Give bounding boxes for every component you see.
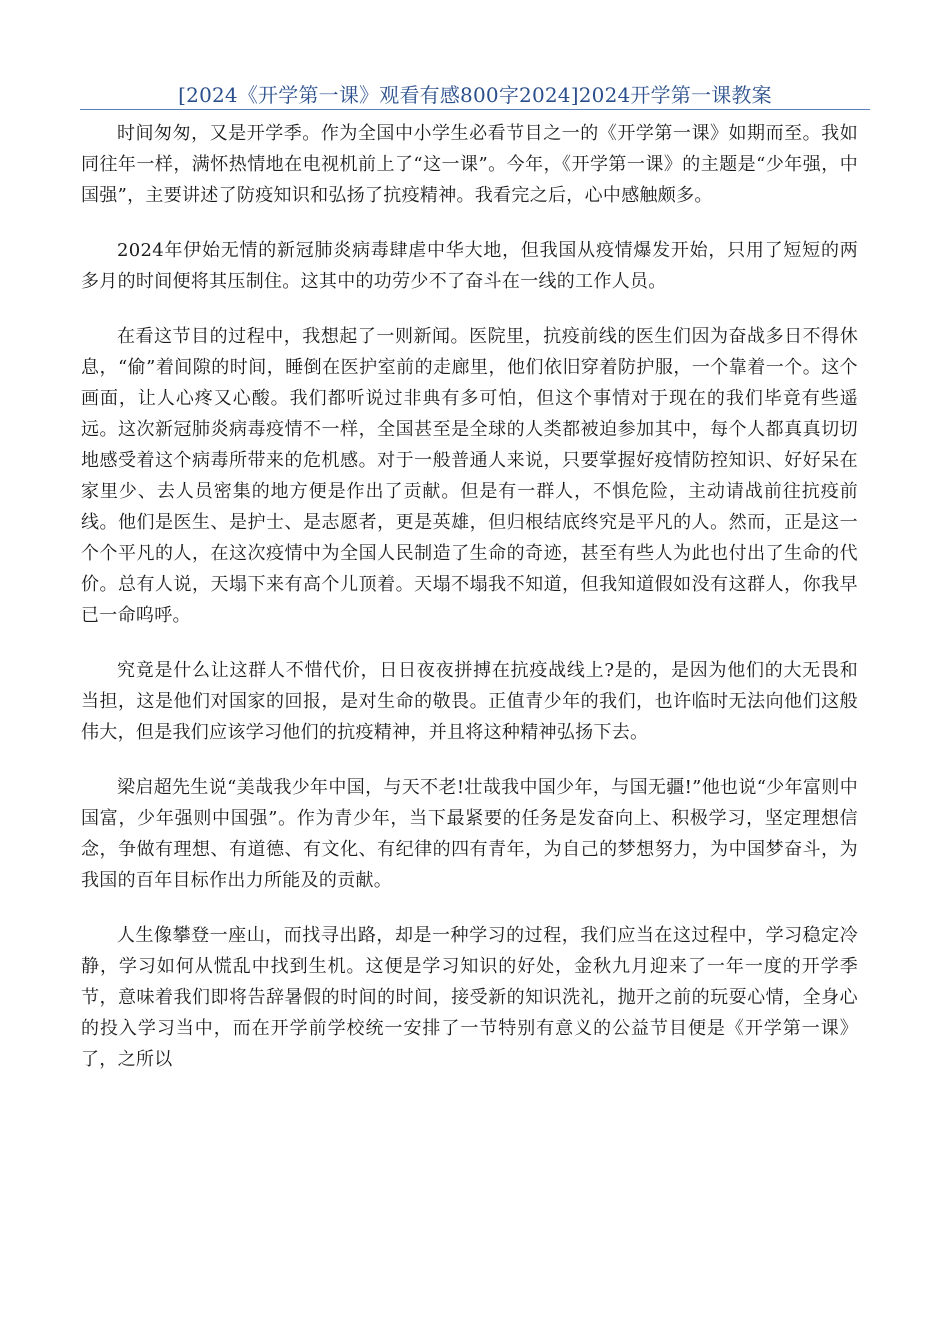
document-body bbox=[81, 118, 858, 1099]
title-underline bbox=[80, 109, 870, 110]
paragraph: 时间匆匆，又是开学季。作为全国中小学生必看节目之一的《开学第一课》如期而至。我如同往年一样，满怀热情地在电视机前上了“这一课”。今年，《开学第一课》的主题是“少年强，中国强”，主要讲述了防疫知识和弘扬了抗疫精神。我看完之后，心中感触颇多。 bbox=[81, 123, 858, 206]
paragraph: 梁启超先生说“美哉我少年中国，与天不老!壮哉我中国少年，与国无疆!”他也说“少年富则中国富，少年强则中国强”。作为青少年，当下最紧要的任务是发奋向上、积极学习，坚定理想信念，争做有理想、有道德、有文化、有纪律的四有青年，为自己的梦想努力，为中国梦奋斗，为我国的百年目标作出力所能及的贡献。 bbox=[81, 777, 858, 891]
paragraph: 究竟是什么让这群人不惜代价，日日夜夜拼搏在抗疫战线上?是的，是因为他们的大无畏和当担，这是他们对国家的回报，是对生命的敬畏。正值青少年的我们，也许临时无法向他们这般伟大，但是我们应该学习他们的抗疫精神，并且将这种精神弘扬下去。 bbox=[81, 660, 858, 743]
paragraph: 人生像攀登一座山，而找寻出路，却是一种学习的过程，我们应当在这过程中，学习稳定冷静，学习如何从慌乱中找到生机。这便是学习知识的好处，金秋九月迎来了一年一度的开学季节，意味着我们即将告辞暑假的时间的时间，接受新的知识洗礼，抛开之前的玩耍心情，全身心的投入学习当中，而在开学前学校统一安排了一节特别有意义的公益节目便是《开学第一课》了，之所以 bbox=[81, 925, 858, 1070]
paragraph: 2024年伊始无情的新冠肺炎病毒肆虐中华大地，但我国从疫情爆发开始，只用了短短的两多月的时间便将其压制住。这其中的功劳少不了奋斗在一线的工作人员。 bbox=[81, 240, 858, 292]
document-title: [2024《开学第一课》观看有感800字2024]2024开学第一课教案 bbox=[178, 83, 772, 107]
paragraph: 在看这节目的过程中，我想起了一则新闻。医院里，抗疫前线的医生们因为奋战多日不得休息，“偷”着间隙的时间，睡倒在医护室前的走廊里，他们依旧穿着防护服，一个靠着一个。这个画面，让人心疼又心酸。我们都听说过非典有多可怕，但这个事情对于现在的我们毕竟有些遥远。这次新冠肺炎病毒疫情不一样，全国甚至是全球的人类都被迫参加其中，每个人都真真切切地感受着这个病毒所带来的危机感。对于一般普通人来说，只要掌握好疫情防控知识、好好呆在家里少、去人员密集的地方便是作出了贡献。但是有一群人，不惧危险，主动请战前往抗疫前线。他们是医生、是护士、是志愿者，更是英雄，但归根结底终究是平凡的人。然而，正是这一个个平凡的人，在这次疫情中为全国人民制造了生命的奇迹，甚至有些人为此也付出了生命的代价。总有人说，天塌下来有高个儿顶着。天塌不塌我不知道，但我知道假如没有这群人，你我早已一命呜呼。 bbox=[81, 326, 858, 626]
